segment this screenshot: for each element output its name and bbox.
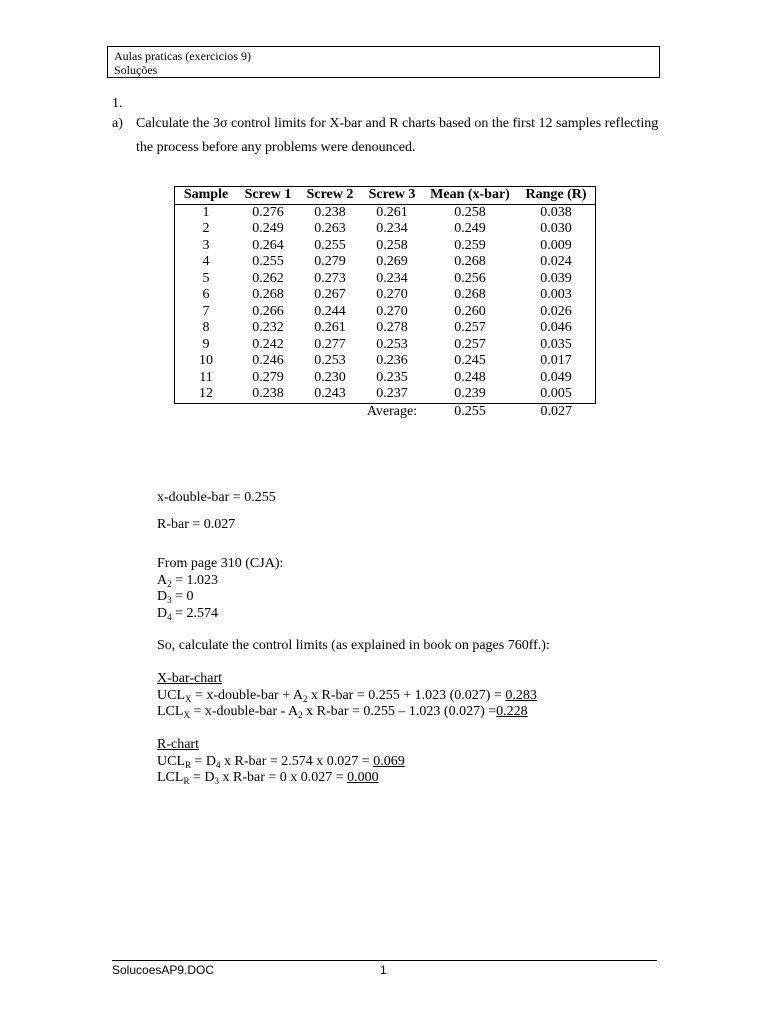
table-row <box>175 304 596 321</box>
cell-range: 0.024 <box>540 254 572 270</box>
header-subtitle: Soluções <box>114 63 158 77</box>
table-row <box>175 221 596 238</box>
table-row <box>175 370 596 387</box>
r-ucl-result: 0.069 <box>373 753 405 769</box>
average-label: Average: <box>366 403 418 419</box>
cell-mean: 0.248 <box>454 369 486 385</box>
xbar-chart-title: X-bar-chart <box>157 671 223 686</box>
constants-block <box>157 556 283 622</box>
xbar-ucl-result: 0.283 <box>505 687 537 703</box>
cell-sample: 2 <box>202 221 210 237</box>
cell-sample: 12 <box>199 386 213 402</box>
cell-screw1: 0.276 <box>252 204 284 220</box>
cell-screw2: 0.279 <box>314 254 346 270</box>
cell-screw1: 0.238 <box>252 386 284 402</box>
cell-sample: 4 <box>202 254 210 270</box>
cell-mean: 0.268 <box>454 287 486 303</box>
cell-screw2: 0.261 <box>314 320 346 336</box>
cell-screw3: 0.235 <box>376 369 408 385</box>
cell-screw3: 0.258 <box>376 237 408 253</box>
cell-screw2: 0.273 <box>314 270 346 286</box>
cell-range: 0.030 <box>540 221 572 237</box>
cell-screw2: 0.253 <box>314 353 346 369</box>
col-header-screw2: Screw 2 <box>299 187 361 205</box>
cell-range: 0.038 <box>540 204 572 220</box>
table-row <box>175 320 596 337</box>
footer-filename: SolucoesAP9.DOC <box>112 963 215 977</box>
cell-screw2: 0.230 <box>314 369 346 385</box>
col-header-sample: Sample <box>175 187 238 205</box>
summary-block <box>157 490 276 533</box>
question-text: Calculate the 3σ control limits for X-bar and R charts based on the first 12 samples reflecting the process before any problems were denounced. <box>136 116 659 155</box>
cell-screw1: 0.255 <box>252 254 284 270</box>
cell-screw2: 0.244 <box>314 303 346 319</box>
footer-divider <box>112 960 657 961</box>
col-header-screw3: Screw 3 <box>361 187 423 205</box>
table-row <box>175 204 596 221</box>
cell-screw1: 0.266 <box>252 303 284 319</box>
cell-screw2: 0.263 <box>314 221 346 237</box>
xbar-lcl-result: 0.228 <box>496 704 528 719</box>
cell-screw3: 0.237 <box>376 386 408 402</box>
cell-screw3: 0.270 <box>376 287 408 303</box>
cell-mean: 0.239 <box>454 386 486 402</box>
table-row <box>175 337 596 354</box>
r-chart-block <box>157 737 405 787</box>
cell-screw1: 0.279 <box>252 369 284 385</box>
samples-table <box>174 186 596 420</box>
xbar-lcl-line: $LCL_X$ = x-double-bar - $A_2$ x R-bar = 0.255 – 1.023 (0.027) =0.228 <box>157 704 528 720</box>
cell-screw2: 0.243 <box>314 386 346 402</box>
cell-range: 0.017 <box>540 353 572 369</box>
cell-screw3: 0.278 <box>376 320 408 336</box>
r-chart-title: R-chart <box>157 737 199 752</box>
xbar-chart-block <box>157 671 537 721</box>
table-row <box>175 287 596 304</box>
cell-mean: 0.260 <box>454 303 486 319</box>
instruction-line: So, calculate the control limits (as explained in book on pages 760ff.): <box>157 638 550 653</box>
cell-screw1: 0.232 <box>252 320 284 336</box>
cell-sample: 6 <box>202 287 210 303</box>
cell-mean: 0.268 <box>454 254 486 270</box>
cell-range: 0.026 <box>540 303 572 319</box>
table-average-row <box>175 403 596 420</box>
r-lcl-result: 0.000 <box>347 770 379 785</box>
cell-mean: 0.258 <box>454 204 486 220</box>
cell-screw1: 0.262 <box>252 270 284 286</box>
footer-page-number: 1 <box>380 963 387 977</box>
cell-sample: 7 <box>202 303 210 319</box>
cell-screw2: 0.277 <box>314 336 346 352</box>
table-row <box>175 238 596 255</box>
cell-range: 0.003 <box>540 287 572 303</box>
cell-screw1: 0.268 <box>252 287 284 303</box>
cell-screw3: 0.270 <box>376 303 408 319</box>
cell-sample: 9 <box>202 336 210 352</box>
cell-mean: 0.257 <box>454 336 486 352</box>
cell-sample: 5 <box>202 270 210 286</box>
cell-sample: 8 <box>202 320 210 336</box>
document-header-box <box>107 46 660 78</box>
r-bar-line: R-bar = 0.027 <box>157 516 236 532</box>
cell-sample: 10 <box>199 353 213 369</box>
cell-mean: 0.259 <box>454 237 486 253</box>
cell-sample: 3 <box>202 237 210 253</box>
cell-range: 0.046 <box>540 320 572 336</box>
cell-sample: 1 <box>202 204 210 220</box>
xbar-ucl-line: $UCL_X$ = x-double-bar + $A_2$ x R-bar = 0.255 + 1.023 (0.027) = 0.283 <box>157 687 537 704</box>
cell-screw1: 0.264 <box>252 237 284 253</box>
cell-screw3: 0.269 <box>376 254 408 270</box>
x-double-bar-line: x-double-bar = 0.255 <box>157 490 276 505</box>
cell-mean: 0.257 <box>454 320 486 336</box>
d4-line: $D_4 = 2.574$ <box>157 605 219 622</box>
cell-screw1: 0.249 <box>252 221 284 237</box>
col-header-range: Range (R) <box>517 187 596 205</box>
d3-line: $D_3 = 0$ <box>157 589 194 605</box>
cell-screw2: 0.238 <box>314 204 346 220</box>
question-letter: a) <box>112 116 123 131</box>
table-row <box>175 254 596 271</box>
question-number: 1. <box>112 96 123 111</box>
cell-screw3: 0.253 <box>376 336 408 352</box>
cell-mean: 0.256 <box>454 270 486 286</box>
cell-screw3: 0.236 <box>376 353 408 369</box>
cell-mean: 0.249 <box>454 221 486 237</box>
r-ucl-line: $UCL_R = D_4$ x R-bar = 2.574 x 0.027 = 0.069 <box>157 753 405 770</box>
cell-sample: 11 <box>199 369 213 385</box>
table-row <box>175 353 596 370</box>
cell-screw3: 0.234 <box>376 221 408 237</box>
average-mean: 0.255 <box>454 403 486 419</box>
cell-mean: 0.245 <box>454 353 486 369</box>
cell-screw3: 0.234 <box>376 270 408 286</box>
cell-range: 0.009 <box>540 237 572 253</box>
a2-line: $A_2 = 1.023$ <box>157 572 219 589</box>
cell-screw3: 0.261 <box>376 204 408 220</box>
average-range: 0.027 <box>540 403 572 419</box>
cell-range: 0.035 <box>540 336 572 352</box>
col-header-mean: Mean (x-bar) <box>423 187 517 205</box>
table-body <box>175 204 596 403</box>
r-lcl-line: $LCL_R = D_3$ x R-bar = 0 x 0.027 = 0.000 <box>157 770 379 786</box>
cell-screw1: 0.242 <box>252 336 284 352</box>
table-row <box>175 386 596 403</box>
cell-screw1: 0.246 <box>252 353 284 369</box>
header-course-title: Aulas praticas (exercicios 9) <box>114 49 251 63</box>
cell-screw2: 0.267 <box>314 287 346 303</box>
table-header-row <box>175 187 596 205</box>
cell-screw2: 0.255 <box>314 237 346 253</box>
constants-intro: From page 310 (CJA): <box>157 556 284 571</box>
cell-range: 0.049 <box>540 369 572 385</box>
cell-range: 0.005 <box>540 386 572 402</box>
cell-range: 0.039 <box>540 270 572 286</box>
table-row <box>175 271 596 288</box>
col-header-screw1: Screw 1 <box>237 187 299 205</box>
